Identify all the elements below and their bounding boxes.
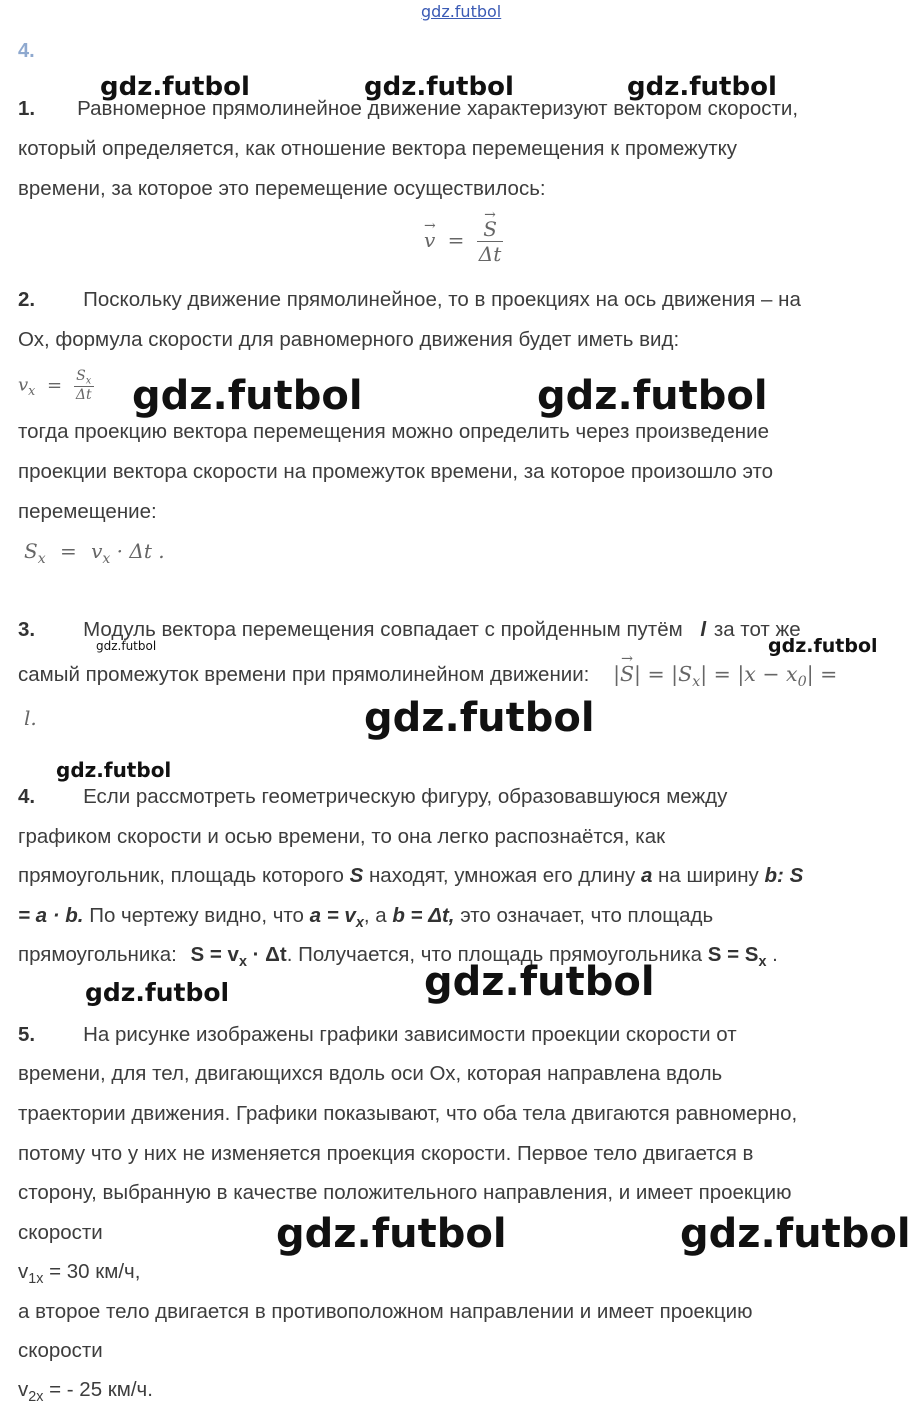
p5-number: 5. — [18, 1023, 36, 1046]
p5-line8: скорости — [18, 1339, 103, 1362]
p4-text3b: находят, умножая его длину — [368, 864, 636, 887]
p2-text1: Поскольку движение прямолинейное, то в проекциях на ось движения – на — [83, 288, 801, 311]
p4-text3c: на ширину — [658, 864, 759, 887]
p2-line4: проекции вектора скорости на промежуток времени, за которое произошло это — [18, 460, 774, 483]
p5-v2 — [18, 1378, 153, 1405]
p2-number: 2. — [18, 288, 36, 311]
p4-text4c: это означает, что площадь — [460, 904, 714, 927]
p3-formula-part2: | = |x − x — [700, 662, 798, 686]
watermark-8: gdz.futbol — [364, 695, 595, 741]
p2-formula2 — [24, 539, 165, 567]
p4-S2: S — [789, 864, 804, 887]
p4-line4 — [18, 904, 713, 931]
p1-formula-num: → S — [483, 217, 497, 241]
p5-v2-val: = - 25 км/ч. — [49, 1378, 153, 1401]
p4-a: a — [640, 864, 653, 887]
p3-text1-end: за тот же — [713, 618, 801, 641]
watermark-4: gdz.futbol — [132, 373, 363, 419]
p5-v2-v: v — [18, 1378, 29, 1401]
p4-area-b: · Δt — [252, 943, 287, 966]
p2-formula2-rest: · Δt . — [116, 539, 165, 563]
p5-v2-sub: 2x — [28, 1389, 44, 1406]
p4-line1 — [18, 785, 727, 809]
p4-final: S = S — [707, 943, 759, 966]
p5-line2: времени, для тел, двигающихся вдоль оси Ох, которая направлена вдоль — [18, 1062, 723, 1085]
watermark-3: gdz.futbol — [627, 72, 777, 102]
watermark-13: gdz.futbol — [680, 1211, 911, 1257]
top-watermark-link[interactable]: gdz.futbol — [421, 2, 502, 21]
p4-period: . — [772, 943, 778, 966]
p5-v1-sub: 1x — [28, 1271, 44, 1288]
p3-line2 — [18, 662, 837, 690]
p2-line2: Ох, формула скорости для равномерного движения будет иметь вид: — [18, 328, 680, 351]
p4-text3a: прямоугольник, площадь которого — [18, 864, 344, 887]
p1-formula-v: → v — [424, 228, 435, 252]
p5-v1 — [18, 1260, 140, 1287]
p2-line5: перемещение: — [18, 500, 157, 523]
p4-S: S — [349, 864, 364, 887]
p4-line2: графиком скорости и осью времени, то она легко распознаётся, как — [18, 825, 666, 848]
watermark-2: gdz.futbol — [364, 72, 514, 102]
p3-formula: |→ $S| = |S_x| = |x - x_0|$ = — [613, 662, 837, 686]
p4-a-eq-x: x — [355, 915, 364, 932]
p3-text1: Модуль вектора перемещения совпадает с пройденным путём — [83, 618, 683, 641]
p2-formula-num-x: x — [85, 375, 92, 387]
p2-formula2-vx: x — [102, 550, 111, 567]
p5-line6: скорости — [18, 1221, 103, 1244]
watermark-9: gdz.futbol — [56, 758, 172, 782]
p5-line3: траектории движения. Графики показывают, что оба тела двигаются равномерно, — [18, 1102, 798, 1125]
p2-formula — [18, 368, 94, 403]
p4-b-colon: b: — [764, 864, 784, 887]
p1-line3: времени, за которое это перемещение осуществилось: — [18, 177, 546, 200]
p1-number: 1. — [18, 97, 36, 120]
p2-formula-x: x — [28, 383, 36, 399]
p2-formula-eq: = — [47, 374, 63, 396]
watermark-5: gdz.futbol — [537, 373, 768, 419]
p3-line3: l. — [24, 706, 37, 730]
p3-formula-x: x — [692, 674, 701, 691]
p4-text5b: . Получается, что площадь прямоугольника — [286, 943, 703, 966]
p2-formula2-s: S — [24, 539, 38, 563]
p3-formula-part3: | = — [806, 662, 838, 686]
p2-formula2-v: v — [91, 539, 103, 563]
p4-text4a: По чертежу видно, что — [89, 904, 304, 927]
p5-v1-v: v — [18, 1260, 29, 1283]
p4-text4b: , а — [363, 904, 387, 927]
p4-text5a: прямоугольника: — [18, 943, 177, 966]
p2-formula2-eq: = — [59, 539, 77, 563]
p3-formula-part1: = |S — [647, 662, 693, 686]
p4-line5 — [18, 943, 778, 970]
watermark-1: gdz.futbol — [100, 72, 250, 102]
p1-formula — [424, 217, 503, 266]
p2-line1 — [18, 288, 801, 312]
p4-line3 — [18, 864, 803, 888]
p5-line4: потому что у них не изменяется проекция скорости. Первое тело двигается в — [18, 1142, 754, 1165]
p2-line3: тогда проекцию вектора перемещения можно определить через произведение — [18, 420, 769, 443]
p5-text1: На рисунке изображены графики зависимости проекции скорости от — [83, 1023, 737, 1046]
p4-a-eq: a = v — [309, 904, 356, 927]
p3-formula-zero: 0 — [797, 674, 807, 691]
p1-line2: который определяется, как отношение вектора перемещения к промежутку — [18, 137, 738, 160]
p3-l-letter: l — [700, 618, 707, 641]
p3-text2: самый промежуток времени при прямолинейном движении: — [18, 663, 590, 686]
p5-line5: сторону, выбранную в качестве положительного направления, и имеет проекцию — [18, 1181, 792, 1204]
p3-number: 3. — [18, 618, 36, 641]
p1-text1: Равномерное прямолинейное движение характеризуют вектором скорости, — [77, 97, 799, 120]
watermark-10: gdz.futbol — [85, 978, 230, 1007]
p4-final-x: x — [758, 954, 767, 971]
watermark-12: gdz.futbol — [276, 1211, 507, 1257]
p4-number: 4. — [18, 785, 36, 808]
p4-text1: Если рассмотреть геометрическую фигуру, образовавшуюся между — [83, 785, 728, 808]
p2-formula-v: v — [18, 374, 29, 396]
p2-formula-num: S — [76, 368, 86, 384]
section-number: 4. — [18, 40, 35, 62]
p4-area-a: S = v — [190, 943, 239, 966]
p5-v1-val: = 30 км/ч, — [49, 1260, 141, 1283]
watermark-11: gdz.futbol — [424, 959, 655, 1005]
p1-formula-eq: = — [447, 228, 465, 252]
watermark-6: gdz.futbol — [96, 639, 157, 653]
p4-b-eq: b = Δt, — [392, 904, 455, 927]
p3-formula-vec-s: → S — [620, 662, 634, 686]
p2-formula-den: Δt — [75, 387, 92, 404]
p4-ab-eq: = a · b. — [18, 904, 84, 927]
watermark-7: gdz.futbol — [768, 635, 878, 657]
p5-line1 — [18, 1023, 737, 1047]
p4-area-x: x — [238, 954, 247, 971]
p2-formula2-sx: x — [37, 550, 46, 567]
p5-line7: а второе тело двигается в противоположном направлении и имеет проекцию — [18, 1300, 753, 1323]
p1-formula-den: Δt — [478, 242, 502, 266]
